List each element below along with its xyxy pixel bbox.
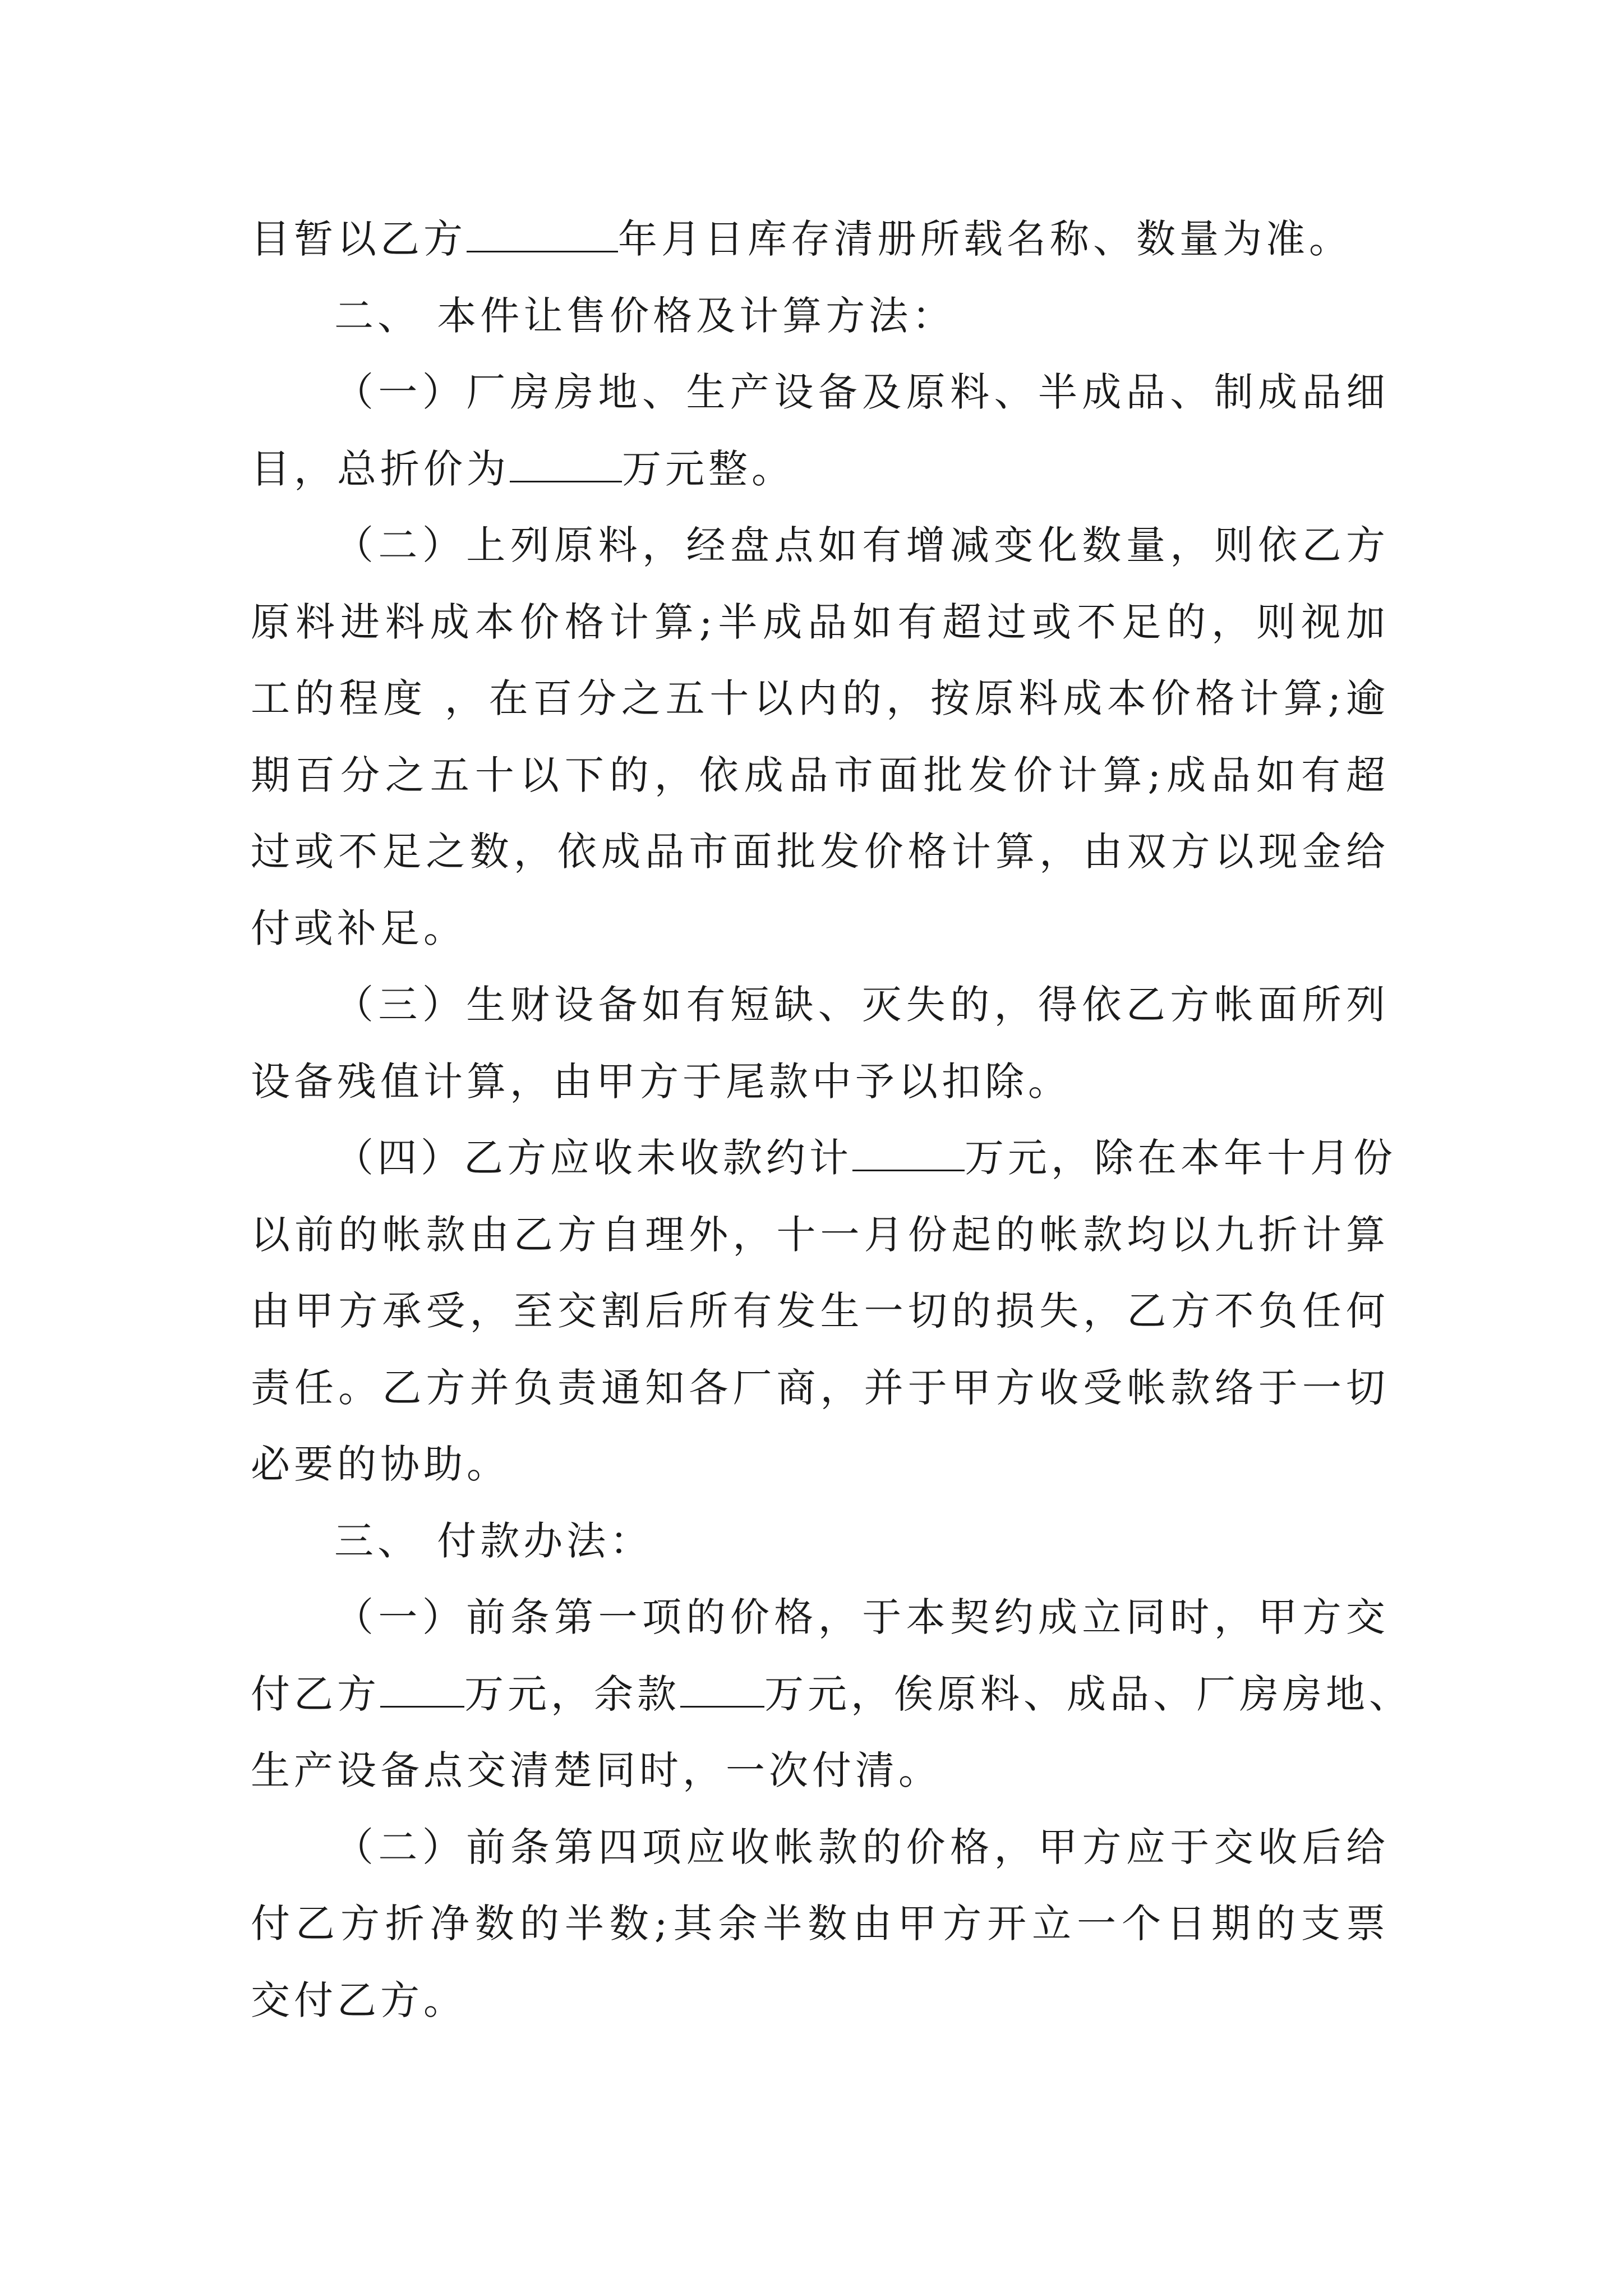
text-segment: 目，总折价为 [251,445,510,492]
text-segment: （四）乙方应收未收款约计 [334,1135,852,1181]
text-segment: 年月日库存清册所载名称、数量为准。 [618,216,1352,262]
text-line: 以前的帐款由乙方自理外，十一月份起的帐款均以九折计算 [251,1211,1389,1258]
section-heading: 三、 付款办法： [334,1517,653,1564]
text-segment: 万元整。 [622,445,795,492]
text-line: 付乙方折净数的半数;其余半数由甲方开立一个日期的支票 [251,1901,1389,1947]
text-segment: 付乙方 [251,1671,380,1717]
text-line: 期百分之五十以下的，依成品市面批发价计算;成品如有超 [251,752,1389,798]
fill-blank [510,443,622,482]
text-line: （一）前条第一项的价格，于本契约成立同时，甲方交 [334,1594,1389,1640]
section-heading: 二、 本件让售价格及计算方法： [334,292,956,339]
fill-blank [380,1668,464,1708]
text-line [251,1120,1396,1197]
text-line [251,201,1389,278]
text-segment: 万元，俟原料、成品、厂房房地、 [764,1671,1412,1717]
text-segment: 万元，除在本年十月份 [965,1135,1396,1181]
text-line: 必要的协助。 [251,1441,510,1487]
contract-body [251,201,1412,2039]
text-line: （一）厂房房地、生产设备及原料、半成品、制成品细 [334,369,1389,415]
text-line [251,431,1389,508]
text-line: 由甲方承受，至交割后所有发生一切的损失，乙方不负任何 [251,1288,1389,1334]
fill-blank [852,1133,965,1172]
text-line: （三）生财设备如有短缺、灭失的，得依乙方帐面所列 [334,982,1389,1028]
text-line: 原料进料成本价格计算;半成品如有超过或不足的，则视加 [251,599,1389,645]
text-line: 交付乙方。 [251,1977,467,2023]
fill-blank [467,214,618,253]
text-line: 责任。乙方并负责通知各厂商，并于甲方收受帐款络于一切 [251,1364,1389,1411]
text-line: 生产设备点交清楚同时，一次付清。 [251,1747,942,1793]
text-segment: 目暂以乙方 [251,216,467,262]
fill-blank [680,1668,764,1708]
text-segment: 万元，余款 [464,1671,680,1717]
text-line: 过或不足之数，依成品市面批发价格计算，由双方以现金给 [251,829,1389,875]
text-line: 付或补足。 [251,905,467,951]
text-line [251,1656,1412,1733]
text-line: （二）前条第四项应收帐款的价格，甲方应于交收后给 [334,1824,1389,1870]
text-line: 设备残值计算，由甲方于尾款中予以扣除。 [251,1058,1071,1105]
text-line: （二）上列原料，经盘点如有增减变化数量，则依乙方 [334,522,1389,568]
text-line: 工的程度 ，在百分之五十以内的，按原料成本价格计算;逾 [251,675,1389,721]
